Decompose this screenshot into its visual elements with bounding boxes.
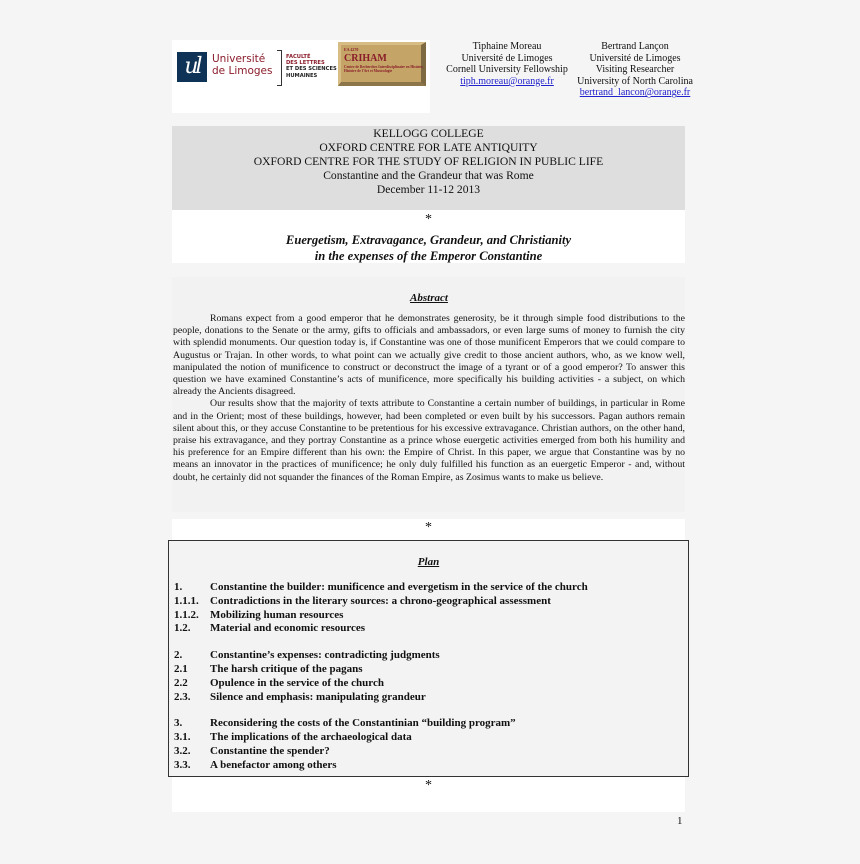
conference-date: December 11-12 2013	[376, 183, 481, 196]
faculty-line: DES LETTRES	[286, 60, 325, 67]
conference-line: OXFORD CENTRE FOR LATE ANTIQUITY	[319, 141, 538, 154]
plan-item-label: Constantine the builder: munificence and evergetism in the service of the church	[210, 581, 588, 593]
plan-group-1	[169, 581, 688, 636]
plan-item-label: The harsh critique of the pagans	[210, 662, 363, 675]
author-name: Tiphaine Moreau	[472, 41, 542, 52]
plan-item	[169, 609, 688, 623]
conference-title: Constantine and the Grandeur that was Rome	[323, 169, 534, 182]
criham-code: EA 4270	[344, 47, 359, 52]
author-affiliation: Université de Limoges	[589, 52, 681, 64]
plan-item	[169, 731, 688, 745]
plan-item-number: 1.2.	[174, 622, 191, 635]
plan-item-number: 3.3.	[174, 758, 191, 771]
bracket-divider	[277, 50, 282, 86]
plan-item-number: 2.3.	[174, 690, 191, 703]
plan-item-number: 2.1	[174, 662, 188, 675]
plan-item-number: 1.1.2.	[174, 608, 199, 621]
author-email-link[interactable]: bertrand_lancon@orange.fr	[579, 87, 691, 99]
plan-item-number: 1.	[174, 581, 183, 593]
plan-item-label: A benefactor among others	[210, 758, 337, 771]
plan-item	[169, 677, 688, 691]
page-number: 1	[677, 815, 683, 827]
separator-strip	[172, 777, 685, 812]
paper-title-line1: Euergetism, Extravagance, Grandeur, and Christianity	[285, 233, 572, 247]
plan-item-number: 3.2.	[174, 744, 191, 757]
author-name: Bertrand Lançon	[601, 41, 669, 52]
abstract-section	[172, 277, 685, 512]
plan-item-number: 3.1.	[174, 731, 191, 744]
plan-group-3	[169, 717, 688, 772]
plan-item-number: 3.	[174, 717, 183, 730]
faculty-name	[286, 54, 337, 79]
plan-item-label: Opulence in the service of the church	[210, 676, 384, 689]
conference-line: KELLOGG COLLEGE	[373, 127, 484, 140]
separator-asterisk: *	[425, 520, 432, 535]
author-affiliation: Visiting Researcher	[595, 64, 675, 76]
abstract-heading: Abstract	[410, 292, 448, 304]
plan-item	[169, 717, 688, 731]
paper-title-box	[172, 210, 685, 263]
plan-item-label: Constantine the spender?	[210, 744, 330, 757]
plan-item-number: 2.2	[174, 676, 188, 689]
plan-item	[169, 595, 688, 609]
plan-item-label: The implications of the archaeological data	[210, 731, 412, 744]
plan-item-number: 2.	[174, 649, 183, 662]
separator-asterisk: *	[425, 212, 432, 227]
university-name-line2: de Limoges	[212, 65, 273, 77]
plan-group-2	[169, 649, 688, 704]
criham-description: Centre de Recherches Interdisciplinaire en Histoire, Histoire de l'Art et Musicologie	[344, 65, 424, 74]
plan-item	[169, 649, 688, 663]
separator-asterisk: *	[425, 778, 432, 793]
criham-name: CRIHAM	[344, 53, 387, 64]
plan-item	[169, 759, 688, 773]
university-logo-mark: ul	[177, 52, 207, 82]
separator-strip	[172, 519, 685, 540]
paper-title-line2: in the expenses of the Emperor Constantine	[314, 249, 543, 263]
criham-logo	[338, 42, 426, 86]
plan-item-label: Mobilizing human resources	[210, 608, 344, 621]
plan-item-label: Contradictions in the literary sources: a chrono-geographical assessment	[210, 594, 551, 607]
faculty-line: HUMAINES	[286, 72, 318, 79]
author-affiliation: Cornell University Fellowship	[446, 64, 568, 76]
conference-header	[172, 126, 685, 210]
author-affiliation: Université de Limoges	[461, 52, 553, 64]
logo-box	[172, 40, 430, 113]
plan-heading: Plan	[417, 556, 440, 568]
author-block-1	[432, 41, 582, 87]
author-block-2	[572, 41, 698, 99]
university-name-line1: Université	[212, 53, 266, 65]
plan-item	[169, 622, 688, 636]
author-affiliation: University of North Carolina	[577, 75, 693, 87]
plan-item	[169, 745, 688, 759]
faculty-line: ET DES SCIENCES	[286, 66, 337, 73]
conference-line: OXFORD CENTRE FOR THE STUDY OF RELIGION IN PUBLIC LIFE	[253, 155, 604, 168]
plan-item	[169, 581, 688, 595]
faculty-line: FACULTÉ	[286, 54, 311, 60]
plan-item-label: Reconsidering the costs of the Constantinian “building program”	[210, 717, 516, 730]
plan-item-number: 1.1.1.	[174, 594, 199, 607]
plan-item-label: Constantine’s expenses: contradicting judgments	[210, 649, 440, 662]
abstract-paragraph: Our results show that the majority of texts attribute to Constantine a certain number of buildings, in particular in Rome and in the Orient; most of these buildings, however, had been completed or even built by his successors. Pagan authors remain silent about this, or they accuse Constantine to be pretentious for his excessive extravagance. Christian authors, on the other hand, praise his extravagance, and they portray Constantine as a prince whose euergetic activities emerged from both his humility and his preference for an Empire different than his own: the Empire of Christ. In this paper, we argue that Constantine was by no means an innovator in the practices of munificence; he only duly fulfilled his function as an euergetic Emperor - and, without doubt, he certainly did not squander the finances of the Roman Empire, as Zosimus wants to make us believe.	[173, 398, 685, 483]
plan-item-label: Material and economic resources	[210, 622, 366, 635]
abstract-paragraph: Romans expect from a good emperor that he demonstrates generosity, be it through simple food distributions to the people, donations to the Senate or the army, gifts to officials and ambassadors, or even large sums of money to furnish the city with splendid monuments. Our question today is, if Constantine was one of those munificent Emperors that we could compare to Augustus or Trajan. In other words, to what point can we actually give credit to those ancient authors, who, as we know well, manipulated the notion of munificence to construct or deconstruct the image of a tyrant or of a good emperor? To answer this question we have examined Constantine’s acts of munificence, more specifically his building activities - a subject, on which already the Ancients disagreed.	[173, 313, 685, 398]
author-email-link[interactable]: tiph.moreau@orange.fr	[460, 75, 554, 87]
plan-section	[168, 540, 689, 777]
plan-item	[169, 691, 688, 705]
plan-item-label: Silence and emphasis: manipulating grandeur	[210, 690, 426, 703]
university-name	[212, 53, 272, 77]
plan-item	[169, 663, 688, 677]
